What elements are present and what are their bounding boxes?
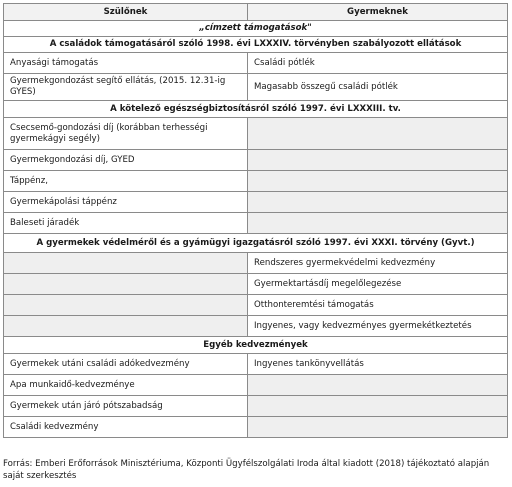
table-row: [3, 213, 508, 234]
cell-parent: Gyermekek utáni családi adókedvezmény: [4, 354, 248, 374]
table-row: [3, 354, 508, 375]
cell-parent: Gyermekgondozást segítő ellátás, (2015. 12.31-ig GYES): [4, 74, 248, 100]
cell-child: [248, 118, 507, 149]
cell-parent: [4, 295, 248, 315]
cell-child: [248, 417, 507, 437]
table-row: [3, 192, 508, 213]
section-title-row: [3, 234, 508, 253]
table-header-row: [3, 3, 508, 21]
table-row: [3, 417, 508, 438]
table-row: [3, 74, 508, 101]
section-title: A gyermekek védelméről és a gyámügyi igazgatásról szóló 1997. évi XXXI. törvény (Gyvt.): [36, 237, 475, 248]
cell-parent: Családi kedvezmény: [4, 417, 248, 437]
benefits-table: [3, 3, 508, 438]
header-child: Gyermeknek: [248, 4, 507, 20]
cell-parent: [4, 274, 248, 294]
cell-parent: Anyasági támogatás: [4, 53, 248, 73]
cell-child: Gyermektartásdíj megelőlegezése: [254, 278, 402, 289]
header-parent: Szülőnek: [4, 4, 248, 20]
cell-parent: Gyermekápolási táppénz: [4, 192, 248, 212]
table-row: [3, 53, 508, 74]
cell-child: Ingyenes, vagy kedvezményes gyermekétkeztetés: [254, 320, 472, 331]
table-row: [3, 150, 508, 171]
table-row: [3, 171, 508, 192]
table-row: [3, 295, 508, 316]
cell-child: Rendszeres gyermekvédelmi kedvezmény: [254, 257, 436, 268]
cell-child: [248, 171, 507, 191]
cell-child: [248, 396, 507, 416]
cell-child: Otthonteremtési támogatás: [254, 299, 374, 310]
cell-child: [248, 192, 507, 212]
section-title-row: [3, 21, 508, 37]
cell-parent: Csecsemő-gondozási díj (korábban terhességi gyermekágyi segély): [4, 118, 248, 149]
cell-parent: Apa munkaidő-kedvezménye: [4, 375, 248, 395]
section-title-row: [3, 37, 508, 53]
source-note: Forrás: Emberi Erőforrások Minisztériuma, Központi Ügyfélszolgálati Iroda által kiadott (2018) tájékoztató alapján saját szerkesztés: [3, 459, 490, 481]
cell-child: Családi pótlék: [254, 57, 315, 68]
cell-child: [248, 150, 507, 170]
cell-child: Magasabb összegű családi pótlék: [254, 81, 398, 92]
table-row: [3, 316, 508, 337]
table-row: [3, 396, 508, 417]
cell-parent: Táppénz,: [4, 171, 248, 191]
cell-child: Ingyenes tankönyvellátás: [254, 358, 364, 369]
section-title-row: [3, 101, 508, 118]
cell-parent: Gyermekgondozási díj, GYED: [4, 150, 248, 170]
cell-parent: Baleseti járadék: [4, 213, 248, 233]
cell-parent: [4, 253, 248, 273]
cell-child: [248, 375, 507, 395]
section-title: Egyéb kedvezmények: [203, 339, 308, 350]
cell-parent: [4, 316, 248, 336]
table-row: [3, 375, 508, 396]
section-title: „címzett támogatások": [199, 23, 312, 33]
table-row: [3, 253, 508, 274]
table-row: [3, 274, 508, 295]
table-row: [3, 118, 508, 150]
section-title: A kötelező egészségbiztosításról szóló 1997. évi LXXXIII. tv.: [110, 103, 401, 114]
section-title: A családok támogatásáról szóló 1998. évi LXXXIV. törvényben szabályozott ellátások: [49, 39, 462, 49]
cell-child: [248, 213, 507, 233]
section-title-row: [3, 337, 508, 354]
cell-parent: Gyermekek után járó pótszabadság: [4, 396, 248, 416]
